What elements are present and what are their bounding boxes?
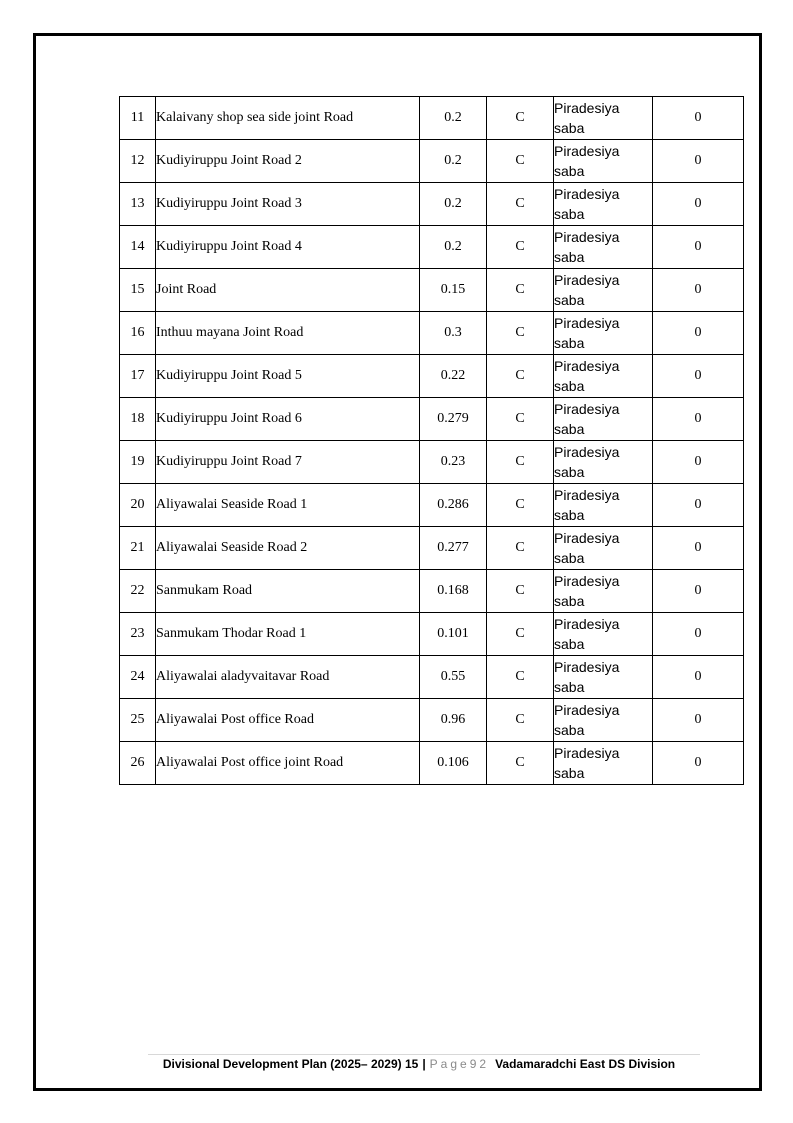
road-owner-cell: Piradesiya saba bbox=[554, 398, 653, 441]
footer-separator: | bbox=[422, 1057, 426, 1071]
road-length-cell: 0.286 bbox=[420, 484, 487, 527]
table-row bbox=[120, 269, 744, 312]
footer-page-label: Page bbox=[429, 1057, 470, 1071]
row-number-cell: 15 bbox=[120, 269, 156, 312]
road-name-cell: Joint Road bbox=[156, 269, 420, 312]
road-length-cell: 0.96 bbox=[420, 699, 487, 742]
road-name-cell: Aliyawalai Post office Road bbox=[156, 699, 420, 742]
table-row bbox=[120, 656, 744, 699]
footer-plan-title: Divisional Development Plan (2025– 2029) 15 bbox=[162, 1057, 419, 1071]
road-length-cell: 0.2 bbox=[420, 226, 487, 269]
road-owner-cell: Piradesiya saba bbox=[554, 570, 653, 613]
road-class-cell: C bbox=[487, 699, 554, 742]
road-length-cell: 0.15 bbox=[420, 269, 487, 312]
road-owner-cell: Piradesiya saba bbox=[554, 140, 653, 183]
road-value-cell: 0 bbox=[653, 484, 744, 527]
road-owner-cell: Piradesiya saba bbox=[554, 226, 653, 269]
row-number-cell: 25 bbox=[120, 699, 156, 742]
road-length-cell: 0.2 bbox=[420, 140, 487, 183]
road-name-cell: Inthuu mayana Joint Road bbox=[156, 312, 420, 355]
road-owner-cell: Piradesiya saba bbox=[554, 527, 653, 570]
table-row bbox=[120, 613, 744, 656]
road-value-cell: 0 bbox=[653, 441, 744, 484]
footer-division: Vadamaradchi East DS Division bbox=[495, 1057, 676, 1071]
road-class-cell: C bbox=[487, 398, 554, 441]
road-name-cell: Sanmukam Thodar Road 1 bbox=[156, 613, 420, 656]
road-length-cell: 0.279 bbox=[420, 398, 487, 441]
road-value-cell: 0 bbox=[653, 355, 744, 398]
road-name-cell: Kudiyiruppu Joint Road 6 bbox=[156, 398, 420, 441]
road-class-cell: C bbox=[487, 484, 554, 527]
road-owner-cell: Piradesiya saba bbox=[554, 742, 653, 785]
road-class-cell: C bbox=[487, 140, 554, 183]
road-class-cell: C bbox=[487, 527, 554, 570]
road-class-cell: C bbox=[487, 269, 554, 312]
row-number-cell: 24 bbox=[120, 656, 156, 699]
table-row bbox=[120, 527, 744, 570]
road-class-cell: C bbox=[487, 570, 554, 613]
road-class-cell: C bbox=[487, 441, 554, 484]
road-owner-cell: Piradesiya saba bbox=[554, 441, 653, 484]
road-value-cell: 0 bbox=[653, 312, 744, 355]
road-value-cell: 0 bbox=[653, 140, 744, 183]
roads-table bbox=[119, 96, 744, 785]
road-name-cell: Kudiyiruppu Joint Road 5 bbox=[156, 355, 420, 398]
table-row bbox=[120, 742, 744, 785]
road-name-cell: Aliyawalai aladyvaitavar Road bbox=[156, 656, 420, 699]
row-number-cell: 20 bbox=[120, 484, 156, 527]
road-name-cell: Kudiyiruppu Joint Road 2 bbox=[156, 140, 420, 183]
row-number-cell: 18 bbox=[120, 398, 156, 441]
road-value-cell: 0 bbox=[653, 570, 744, 613]
road-value-cell: 0 bbox=[653, 269, 744, 312]
footer-rule bbox=[148, 1054, 700, 1055]
road-owner-cell: Piradesiya saba bbox=[554, 355, 653, 398]
road-value-cell: 0 bbox=[653, 97, 744, 140]
road-length-cell: 0.168 bbox=[420, 570, 487, 613]
page-footer bbox=[0, 1057, 793, 1071]
road-value-cell: 0 bbox=[653, 656, 744, 699]
table-row bbox=[120, 699, 744, 742]
road-value-cell: 0 bbox=[653, 742, 744, 785]
road-owner-cell: Piradesiya saba bbox=[554, 699, 653, 742]
row-number-cell: 23 bbox=[120, 613, 156, 656]
table-row bbox=[120, 97, 744, 140]
road-owner-cell: Piradesiya saba bbox=[554, 269, 653, 312]
row-number-cell: 17 bbox=[120, 355, 156, 398]
road-class-cell: C bbox=[487, 656, 554, 699]
row-number-cell: 21 bbox=[120, 527, 156, 570]
road-length-cell: 0.106 bbox=[420, 742, 487, 785]
road-length-cell: 0.23 bbox=[420, 441, 487, 484]
road-value-cell: 0 bbox=[653, 226, 744, 269]
table-row bbox=[120, 484, 744, 527]
road-owner-cell: Piradesiya saba bbox=[554, 312, 653, 355]
table-row bbox=[120, 441, 744, 484]
road-owner-cell: Piradesiya saba bbox=[554, 484, 653, 527]
table-row bbox=[120, 398, 744, 441]
road-class-cell: C bbox=[487, 226, 554, 269]
road-value-cell: 0 bbox=[653, 183, 744, 226]
road-owner-cell: Piradesiya saba bbox=[554, 97, 653, 140]
road-name-cell: Kalaivany shop sea side joint Road bbox=[156, 97, 420, 140]
road-name-cell: Kudiyiruppu Joint Road 7 bbox=[156, 441, 420, 484]
roads-table-body bbox=[120, 97, 744, 785]
row-number-cell: 16 bbox=[120, 312, 156, 355]
road-class-cell: C bbox=[487, 613, 554, 656]
row-number-cell: 13 bbox=[120, 183, 156, 226]
road-name-cell: Kudiyiruppu Joint Road 3 bbox=[156, 183, 420, 226]
table-row bbox=[120, 140, 744, 183]
table-row bbox=[120, 183, 744, 226]
table-row bbox=[120, 312, 744, 355]
row-number-cell: 11 bbox=[120, 97, 156, 140]
road-value-cell: 0 bbox=[653, 527, 744, 570]
road-class-cell: C bbox=[487, 312, 554, 355]
road-value-cell: 0 bbox=[653, 613, 744, 656]
road-length-cell: 0.3 bbox=[420, 312, 487, 355]
table-row bbox=[120, 570, 744, 613]
road-length-cell: 0.2 bbox=[420, 97, 487, 140]
road-name-cell: Kudiyiruppu Joint Road 4 bbox=[156, 226, 420, 269]
road-class-cell: C bbox=[487, 183, 554, 226]
road-length-cell: 0.101 bbox=[420, 613, 487, 656]
road-class-cell: C bbox=[487, 97, 554, 140]
road-owner-cell: Piradesiya saba bbox=[554, 656, 653, 699]
road-length-cell: 0.55 bbox=[420, 656, 487, 699]
row-number-cell: 14 bbox=[120, 226, 156, 269]
road-length-cell: 0.277 bbox=[420, 527, 487, 570]
road-name-cell: Sanmukam Road bbox=[156, 570, 420, 613]
road-owner-cell: Piradesiya saba bbox=[554, 183, 653, 226]
table-row bbox=[120, 355, 744, 398]
road-class-cell: C bbox=[487, 742, 554, 785]
row-number-cell: 22 bbox=[120, 570, 156, 613]
road-value-cell: 0 bbox=[653, 398, 744, 441]
road-owner-cell: Piradesiya saba bbox=[554, 613, 653, 656]
table-row bbox=[120, 226, 744, 269]
footer-page-number: 92 bbox=[469, 1057, 490, 1071]
road-class-cell: C bbox=[487, 355, 554, 398]
road-name-cell: Aliyawalai Seaside Road 1 bbox=[156, 484, 420, 527]
road-length-cell: 0.22 bbox=[420, 355, 487, 398]
road-value-cell: 0 bbox=[653, 699, 744, 742]
row-number-cell: 12 bbox=[120, 140, 156, 183]
road-name-cell: Aliyawalai Post office joint Road bbox=[156, 742, 420, 785]
road-length-cell: 0.2 bbox=[420, 183, 487, 226]
row-number-cell: 26 bbox=[120, 742, 156, 785]
road-name-cell: Aliyawalai Seaside Road 2 bbox=[156, 527, 420, 570]
row-number-cell: 19 bbox=[120, 441, 156, 484]
